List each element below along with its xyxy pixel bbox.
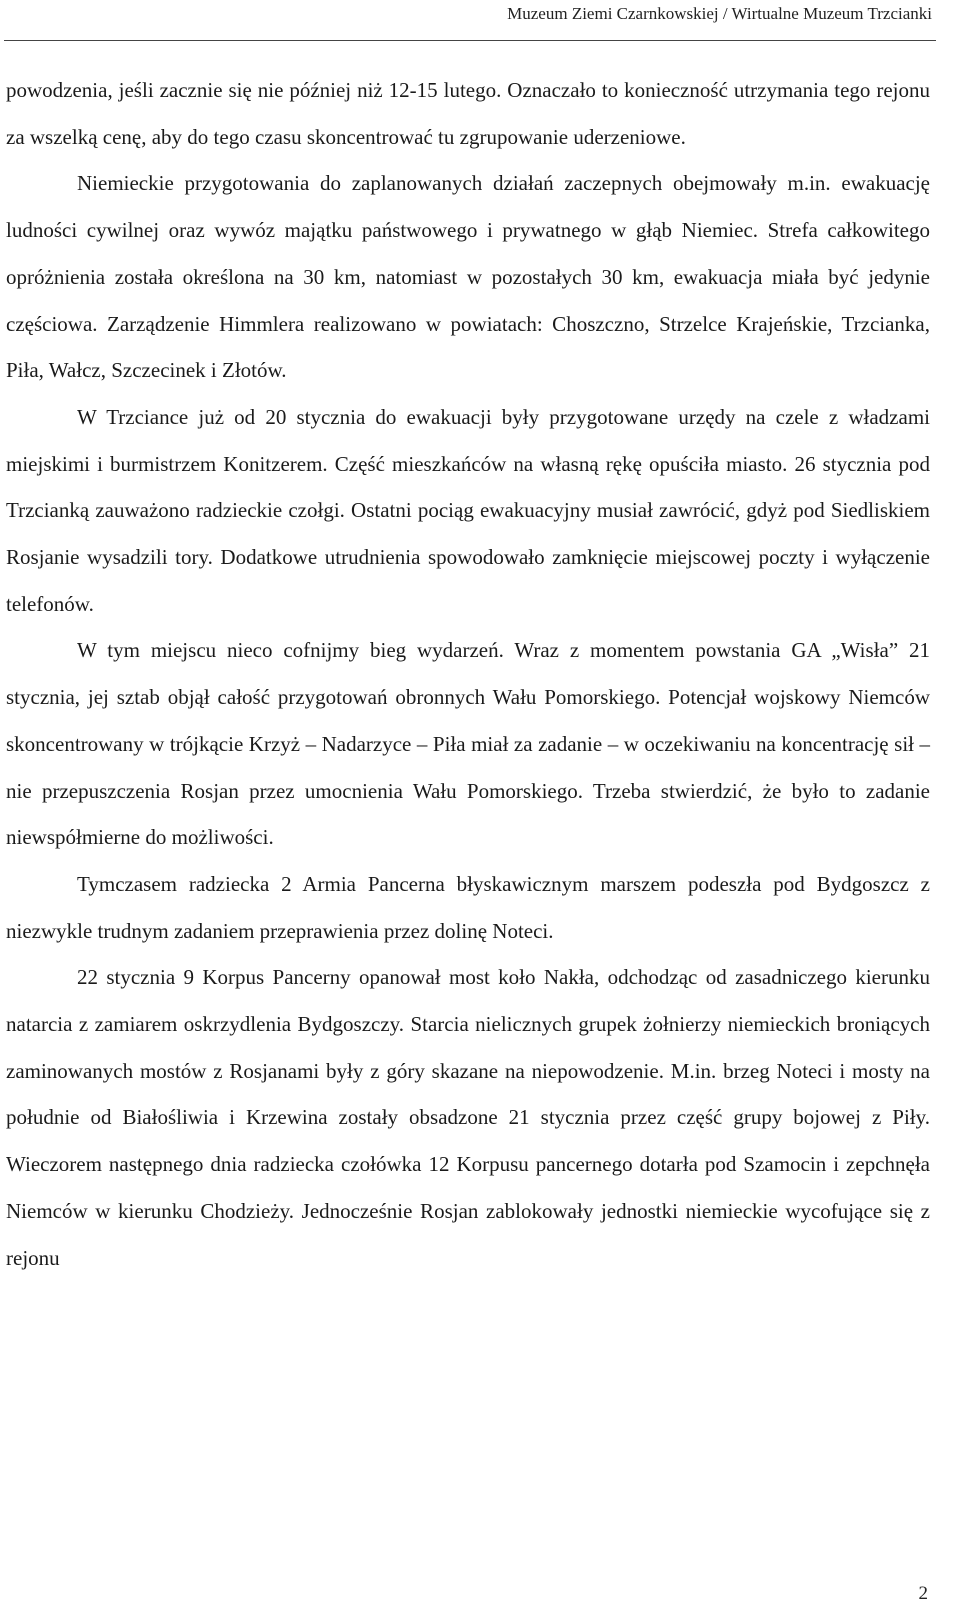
- paragraph: Tymczasem radziecka 2 Armia Pancerna błyskawicznym marszem podeszła pod Bydgoszcz z niezwykle trudnym zadaniem przeprawienia przez dolinę Noteci.: [6, 871, 930, 943]
- document-body: [6, 67, 930, 1281]
- paragraph: 22 stycznia 9 Korpus Pancerny opanował most koło Nakła, odchodząc od zasadniczego kierunku natarcia z zamiarem oskrzydlenia Bydgoszczy. Starcia nielicznych grupek żołnierzy niemieckich broniących zaminowanych mostów z Rosjanami były z góry skazane na niepowodzenie. M.in. brzeg Noteci i mosty na południe od Białośliwia i Krzewina zostały obsadzone 21 stycznia przez część grupy bojowej z Piły. Wieczorem następnego dnia radziecka czołówka 12 Korpusu pancernego dotarła pod Szamocin i zepchnęła Niemców w kierunku Chodzieży. Jednocześnie Rosjan zablokowały jednostki niemieckie wycofujące się z rejonu: [6, 965, 930, 1270]
- page-number: 2: [918, 1583, 928, 1604]
- paragraph: Niemieckie przygotowania do zaplanowanych działań zaczepnych obejmowały m.in. ewakuację ludności cywilnej oraz wywóz majątku państwowego i prywatnego w głąb Niemiec. Strefa całkowitego opróżnienia została określona na 30 km, natomiast w pozostałych 30 km, ewakuacja miała być jedynie częściowa. Zarządzenie Himmlera realizowano w powiatach: Choszczno, Strzelce Krajeńskie, Trzcianka, Piła, Wałcz, Szczecinek i Złotów.: [6, 171, 930, 383]
- paragraph: W Trzciance już od 20 stycznia do ewakuacji były przygotowane urzędy na czele z władzami miejskimi i burmistrzem Konitzerem. Część mieszkańców na własną rękę opuściła miasto. 26 stycznia pod Trzcianką zauważono radzieckie czołgi. Ostatni pociąg ewakuacyjny musiał zawrócić, gdyż pod Siedliskiem Rosjanie wysadzili tory. Dodatkowe utrudnienia spowodowało zamknięcie miejscowej poczty i wyłączenie telefonów.: [6, 404, 930, 616]
- page-header: Muzeum Ziemi Czarnkowskiej / Wirtualne Muzeum Trzcianki: [507, 4, 932, 23]
- paragraph: powodzenia, jeśli zacznie się nie później niż 12-15 lutego. Oznaczało to konieczność utrzymania tego rejonu za wszelką cenę, aby do tego czasu skoncentrować tu zgrupowanie uderzeniowe.: [6, 78, 930, 149]
- paragraph: W tym miejscu nieco cofnijmy bieg wydarzeń. Wraz z momentem powstania GA „Wisła” 21 stycznia, jej sztab objął całość przygotowań obronnych Wału Pomorskiego. Potencjał wojskowy Niemców skoncentrowany w trójkącie Krzyż – Nadarzyce – Piła miał za zadanie – w oczekiwaniu na koncentrację sił – nie przepuszczenia Rosjan przez umocnienia Wału Pomorskiego. Trzeba stwierdzić, że było to zadanie niewspółmierne do możliwości.: [6, 638, 930, 850]
- header-divider: [4, 40, 936, 41]
